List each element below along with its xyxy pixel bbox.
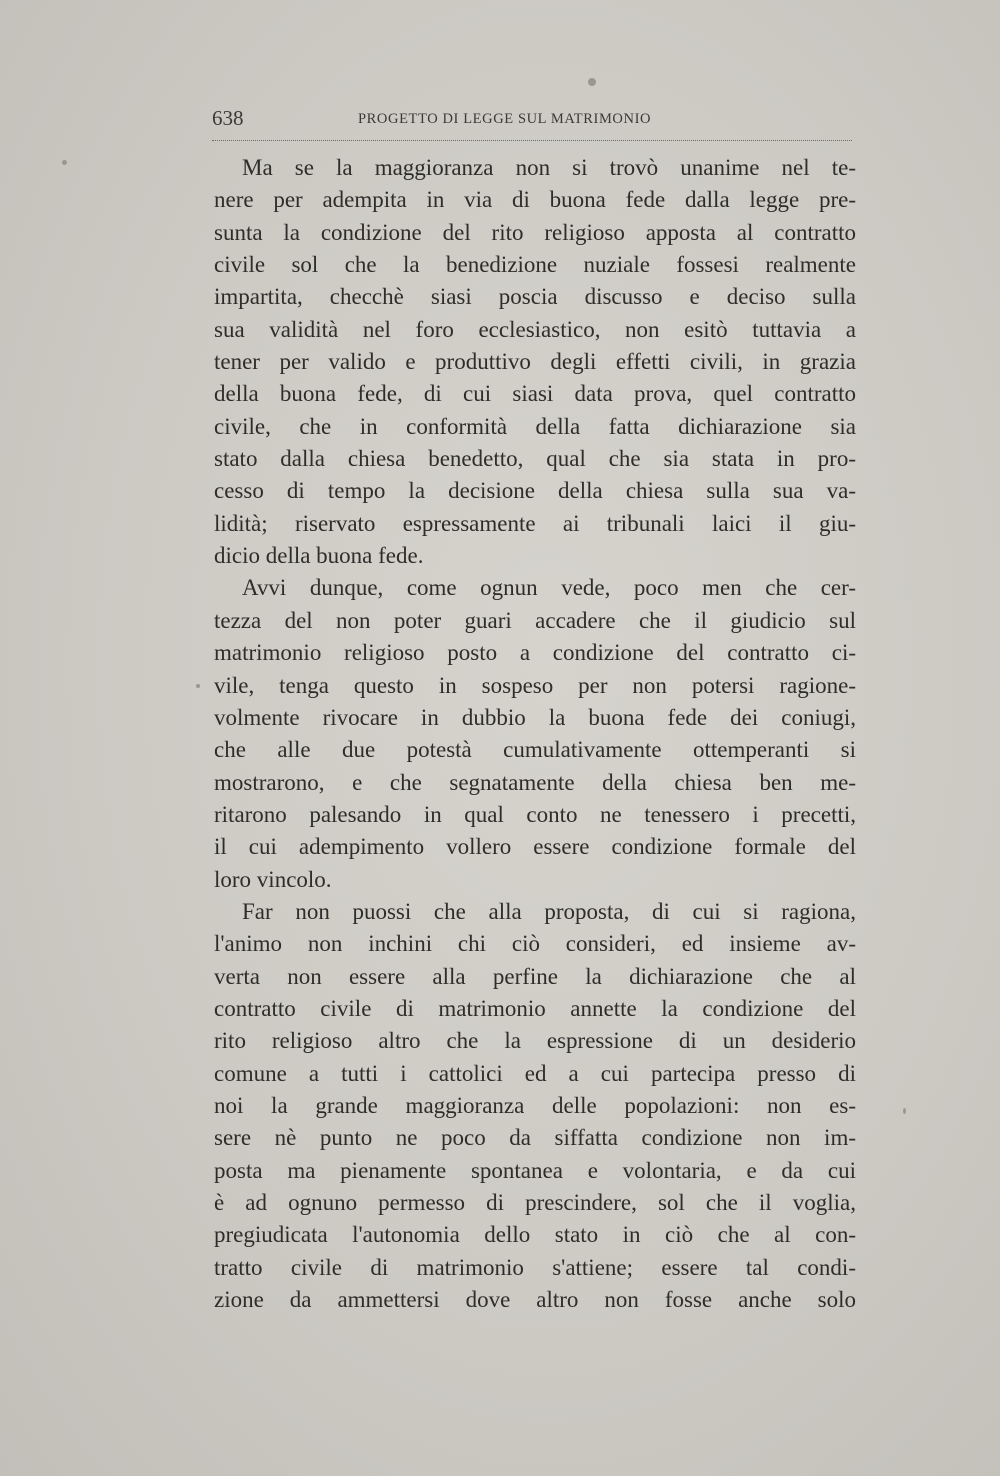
text-line: è ad ognuno permesso di prescindere, sol che il voglia, bbox=[214, 1190, 856, 1215]
text-line: Avvi dunque, come ognun vede, poco men che cer- bbox=[242, 575, 856, 601]
text-line: mostrarono, e che segnatamente della chiesa ben me- bbox=[214, 769, 856, 795]
running-title: PROGETTO DI LEGGE SUL MATRIMONIO bbox=[358, 111, 652, 127]
text-line: dicio della buona fede. bbox=[214, 543, 424, 569]
text-line: civile, che in conformità della fatta dichiarazione sia bbox=[214, 413, 856, 439]
paper-speck bbox=[62, 160, 67, 165]
text-line: il cui adempimento vollero essere condizione formale del bbox=[214, 834, 856, 860]
page-number: 638 bbox=[212, 106, 244, 130]
text-line: vile, tenga questo in sospeso per non potersi ragione- bbox=[214, 672, 856, 698]
text-line: pregiudicata l'autonomia dello stato in ciò che al con- bbox=[214, 1222, 856, 1248]
text-line: tratto civile di matrimonio s'attiene; essere tal condi- bbox=[214, 1254, 856, 1280]
text-line: lidità; riservato espressamente ai tribunali laici il giu- bbox=[214, 510, 856, 536]
text-line: tener per valido e produttivo degli effetti civili, in grazia bbox=[214, 349, 856, 375]
text-line: che alle due potestà cumulativamente ottemperanti si bbox=[214, 737, 856, 763]
paper-speck bbox=[588, 78, 596, 86]
text-line: sua validità nel foro ecclesiastico, non esitò tuttavia a bbox=[214, 316, 856, 342]
text-line: volmente rivocare in dubbio la buona fede dei coniugi, bbox=[214, 704, 856, 730]
text-line: verta non essere alla perfine la dichiarazione che al bbox=[214, 963, 856, 989]
text-line: Far non puossi che alla proposta, di cui si ragiona, bbox=[242, 898, 856, 924]
text-line: stato dalla chiesa benedetto, qual che sia stata in pro- bbox=[214, 446, 856, 472]
text-line: contratto civile di matrimonio annette la condizione del bbox=[214, 995, 856, 1021]
paper-speck bbox=[196, 684, 200, 688]
text-line: sere nè punto ne poco da siffatta condizione non im- bbox=[214, 1125, 856, 1151]
text-line: della buona fede, di cui siasi data prova, quel contratto bbox=[214, 381, 856, 407]
text-line: impartita, checchè siasi poscia discusso e deciso sulla bbox=[214, 284, 856, 310]
paper-speck bbox=[903, 1108, 906, 1114]
text-line: cesso di tempo la decisione della chiesa sulla sua va- bbox=[214, 478, 856, 504]
text-line: noi la grande maggioranza delle popolazioni: non es- bbox=[214, 1092, 856, 1118]
text-line: zione da ammettersi dove altro non fosse anche solo bbox=[214, 1287, 856, 1313]
text-line: matrimonio religioso posto a condizione del contratto ci- bbox=[214, 640, 856, 666]
body-text bbox=[214, 152, 856, 1316]
text-line: l'animo non inchini chi ciò consideri, ed insieme av- bbox=[214, 931, 856, 957]
page-header bbox=[212, 106, 852, 136]
text-line: comune a tutti i cattolici ed a cui partecipa presso di bbox=[214, 1060, 856, 1086]
text-line: nere per adempita in via di buona fede dalla legge pre- bbox=[214, 187, 856, 213]
text-line: loro vincolo. bbox=[214, 866, 332, 892]
text-line: civile sol che la benedizione nuziale fossesi realmente bbox=[214, 252, 856, 278]
text-line: ritarono palesando in qual conto ne tenessero i precetti, bbox=[214, 801, 856, 827]
text-line: Ma se la maggioranza non si trovò unanime nel te- bbox=[242, 155, 856, 180]
header-rule bbox=[212, 140, 852, 141]
text-line: sunta la condizione del rito religioso apposta al contratto bbox=[214, 219, 856, 245]
text-line: rito religioso altro che la espressione di un desiderio bbox=[214, 1028, 856, 1054]
text-line: posta ma pienamente spontanea e volontaria, e da cui bbox=[214, 1157, 856, 1183]
text-line: tezza del non poter guari accadere che il giudicio sul bbox=[214, 607, 856, 633]
